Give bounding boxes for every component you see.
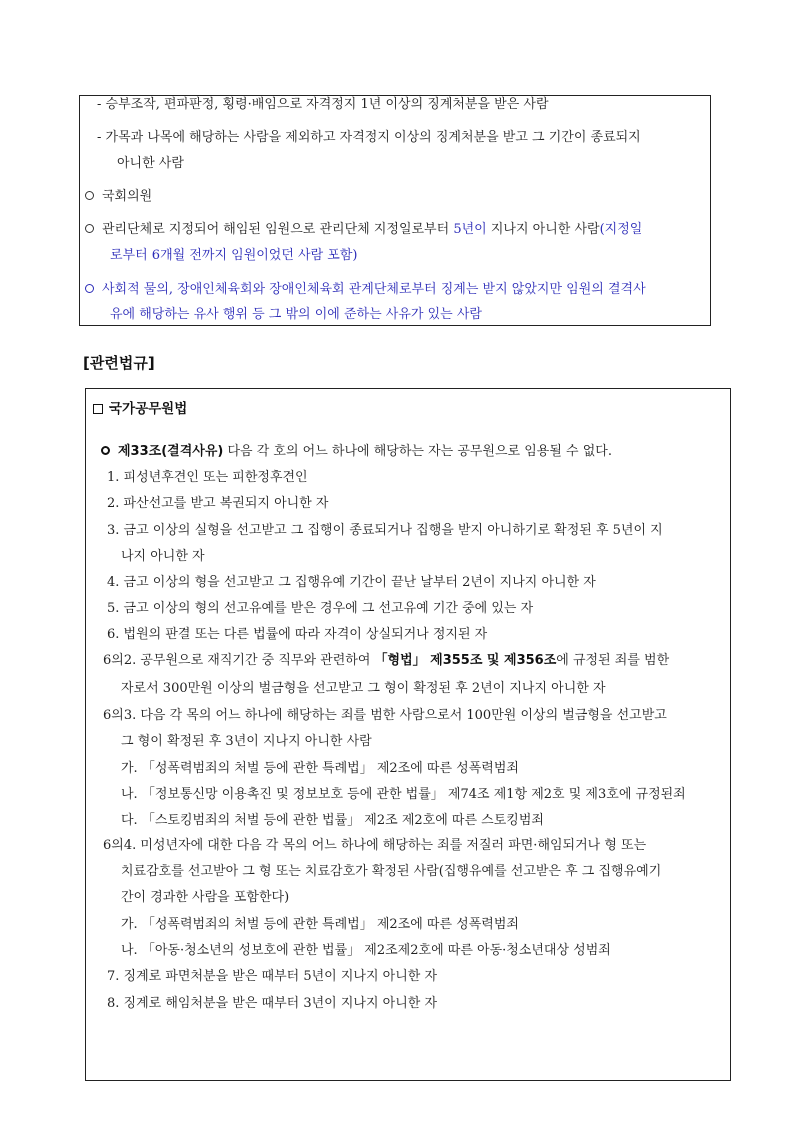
item-3-cont: 나지 아니한 자 — [121, 549, 205, 564]
box1-line-2: - 가목과 나목에 해당하는 사람을 제외하고 자격정지 이상의 징계처분을 받고 그 기간이 종료되지 — [97, 130, 641, 145]
circle-bullet-icon — [101, 446, 110, 455]
item-6-4-ga: 가. 「성폭력범죄의 처벌 등에 관한 특례법」 제2조에 따른 성폭력범죄 — [121, 917, 519, 932]
item-6-3-na: 나. 「정보통신망 이용촉진 및 정보보호 등에 관한 법률」 제74조 제1항 제2호 및 제3호에 규정된죄 — [121, 787, 686, 802]
box1-line-7: 사회적 물의, 장애인체육회와 장애인체육회 관계단체로부터 징계는 받지 않았지만 임원의 결격사 — [85, 281, 646, 299]
circle-bullet-icon — [85, 224, 94, 233]
item-6: 6. 법원의 판결 또는 다른 법률에 따라 자격이 상실되거나 정지된 자 — [107, 627, 488, 642]
item-6-4: 6의4. 미성년자에 대한 다음 각 목의 어느 하나에 해당하는 죄를 저질러 파면·해임되거나 형 또는 — [103, 838, 647, 853]
item-6-2: 6의2. 공무원으로 재직기간 중 직무와 관련하여 「형법」 제355조 및 제356조에 규정된 죄를 범한 — [103, 653, 670, 668]
circle-bullet-icon — [85, 191, 94, 200]
item-6-3: 6의3. 다음 각 목의 어느 하나에 해당하는 죄를 범한 사람으로서 100만원 이상의 벌금형을 선고받고 — [103, 708, 667, 723]
article-33-heading: 제33조(결격사유) 다음 각 호의 어느 하나에 해당하는 자는 공무원으로 임용될 수 없다. — [101, 443, 612, 461]
box1-line-4: 국회의원 — [85, 188, 152, 206]
item-4: 4. 금고 이상의 형을 선고받고 그 집행유예 기간이 끝난 날부터 2년이 지나지 아니한 자 — [107, 575, 596, 590]
box1-line-5: 관리단체로 지정되어 해임된 임원으로 관리단체 지정일로부터 5년이 지나지 아니한 사람(지정일 — [85, 221, 642, 239]
item-7: 7. 징계로 파면처분을 받은 때부터 5년이 지나지 아니한 자 — [107, 969, 438, 984]
item-6-3-cont: 그 형이 확정된 후 3년이 지나지 아니한 사람 — [121, 734, 372, 749]
box1-line-6: 로부터 6개월 전까지 임원이었던 사람 포함) — [110, 248, 358, 263]
item-6-3-ga: 가. 「성폭력범죄의 처벌 등에 관한 특례법」 제2조에 따른 성폭력범죄 — [121, 761, 519, 776]
related-law-heading: [관련법규] — [83, 354, 155, 372]
item-5: 5. 금고 이상의 형의 선고유예를 받은 경우에 그 선고유예 기간 중에 있는 자 — [107, 601, 534, 616]
box1-line-1: - 승부조작, 편파판정, 횡령·배임으로 자격정지 1년 이상의 징계처분을 받은 사람 — [97, 97, 549, 112]
item-2: 2. 파산선고를 받고 복권되지 아니한 자 — [107, 496, 329, 511]
item-6-2-cont: 자로서 300만원 이상의 벌금형을 선고받고 그 형이 확정된 후 2년이 지나지 아니한 자 — [121, 681, 606, 696]
item-6-3-da: 다. 「스토킹범죄의 처벌 등에 관한 법률」 제2조 제2호에 따른 스토킹범죄 — [121, 813, 544, 828]
item-8: 8. 징계로 해임처분을 받은 때부터 3년이 지나지 아니한 자 — [107, 996, 438, 1011]
circle-bullet-icon — [85, 284, 94, 293]
item-6-4-cont-1: 치료감호를 선고받아 그 형 또는 치료감호가 확정된 사람(집행유예를 선고받은 후 그 집행유예기 — [121, 864, 662, 879]
square-bullet-icon — [93, 404, 103, 414]
item-6-4-cont-2: 간이 경과한 사람을 포함한다) — [121, 890, 290, 905]
item-6-4-na: 나. 「아동·청소년의 성보호에 관한 법률」 제2조제2호에 따른 아동·청소년대상 성범죄 — [121, 943, 611, 958]
box1-line-8: 유에 해당하는 유사 행위 등 그 밖의 이에 준하는 사유가 있는 사람 — [110, 307, 482, 322]
law-title: 국가공무원법 — [93, 400, 187, 418]
item-3: 3. 금고 이상의 실형을 선고받고 그 집행이 종료되거나 집행을 받지 아니하기로 확정된 후 5년이 지 — [107, 523, 663, 538]
box1-line-3: 아니한 사람 — [117, 156, 184, 171]
item-1: 1. 피성년후견인 또는 피한정후견인 — [107, 470, 308, 485]
